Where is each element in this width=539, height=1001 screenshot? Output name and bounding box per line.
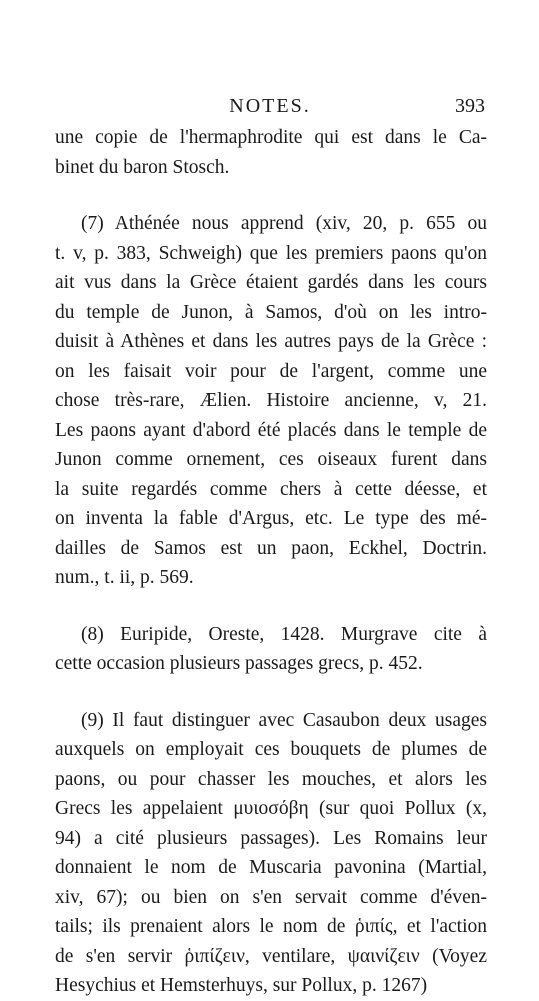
text-line: on les faisait voir pour de l'argent, comme une [55,360,487,382]
note-9 [55,706,487,1001]
notes-text [55,123,487,1001]
text-line: Junon comme ornement, ces oiseaux furent dans [55,449,487,470]
page-number: 393 [455,95,485,117]
text-line: dailles de Samos est un paon, Eckhel, Doctrin. [55,537,487,559]
text-line: Les paons ayant d'abord été placés dans le temple de [55,419,487,441]
note-7 [55,209,487,593]
text-line: cette occasion plusieurs passages grecs, p. 452. [55,653,423,674]
text-line: du temple de Junon, à Samos, d'où on les intro- [55,301,487,323]
text-line: la suite regardés comme chers à cette déesse, et [55,478,487,500]
text-line: ait vus dans la Grèce étaient gardés dans les cours [55,272,487,293]
text-line: une copie de l'hermaphrodite qui est dans le Ca- [55,127,487,148]
text-line: num., t. ii, p. 569. [55,567,194,588]
text-line: t. v, p. 383, Schweigh) que les premiers paons qu'on [55,242,487,264]
text-line: chose très-rare, Ælien. Histoire ancienne, v, 21. [55,390,487,411]
text-line: donnaient le nom de Muscaria pavonina (Martial, [55,857,487,878]
text-line: duisit à Athènes et dans les autres pays de la Grèce : [55,331,487,352]
text-line: (9) Il faut distinguer avec Casaubon deux usages [81,709,487,731]
text-line: de s'en servir ῥιπίζειν, ventilare, ψαινίζειν (Voyez [55,945,487,967]
text-line: (7) Athénée nous apprend (xiv, 20, p. 655 ou [81,213,487,234]
text-line: Hesychius et Hemsterhuys, sur Pollux, p. 1267) [55,975,428,996]
text-line: tails; ils prenaient alors le nom de ῥιπίς, et l'action [55,916,487,937]
text-line: xiv, 67); ou bien on s'en servait comme d'éven- [55,886,487,908]
note-8 [55,620,487,679]
text-line: on inventa la fable d'Argus, etc. Le type des mé- [55,508,487,529]
text-line: (8) Euripide, Oreste, 1428. Murgrave cite à [81,623,487,645]
text-line: Grecs les appelaient μυιοσόβη (sur quoi Pollux (x, [55,798,487,819]
text-line: paons, ou pour chasser les mouches, et alors les [55,768,487,790]
paragraph-continuation [55,123,487,182]
text-line: 94) a cité plusieurs passages). Les Romains leur [55,827,487,849]
text-line: binet du baron Stosch. [55,156,230,178]
running-title: NOTES. [229,95,311,117]
text-line: auxquels on employait ces bouquets de plumes de [55,739,487,760]
